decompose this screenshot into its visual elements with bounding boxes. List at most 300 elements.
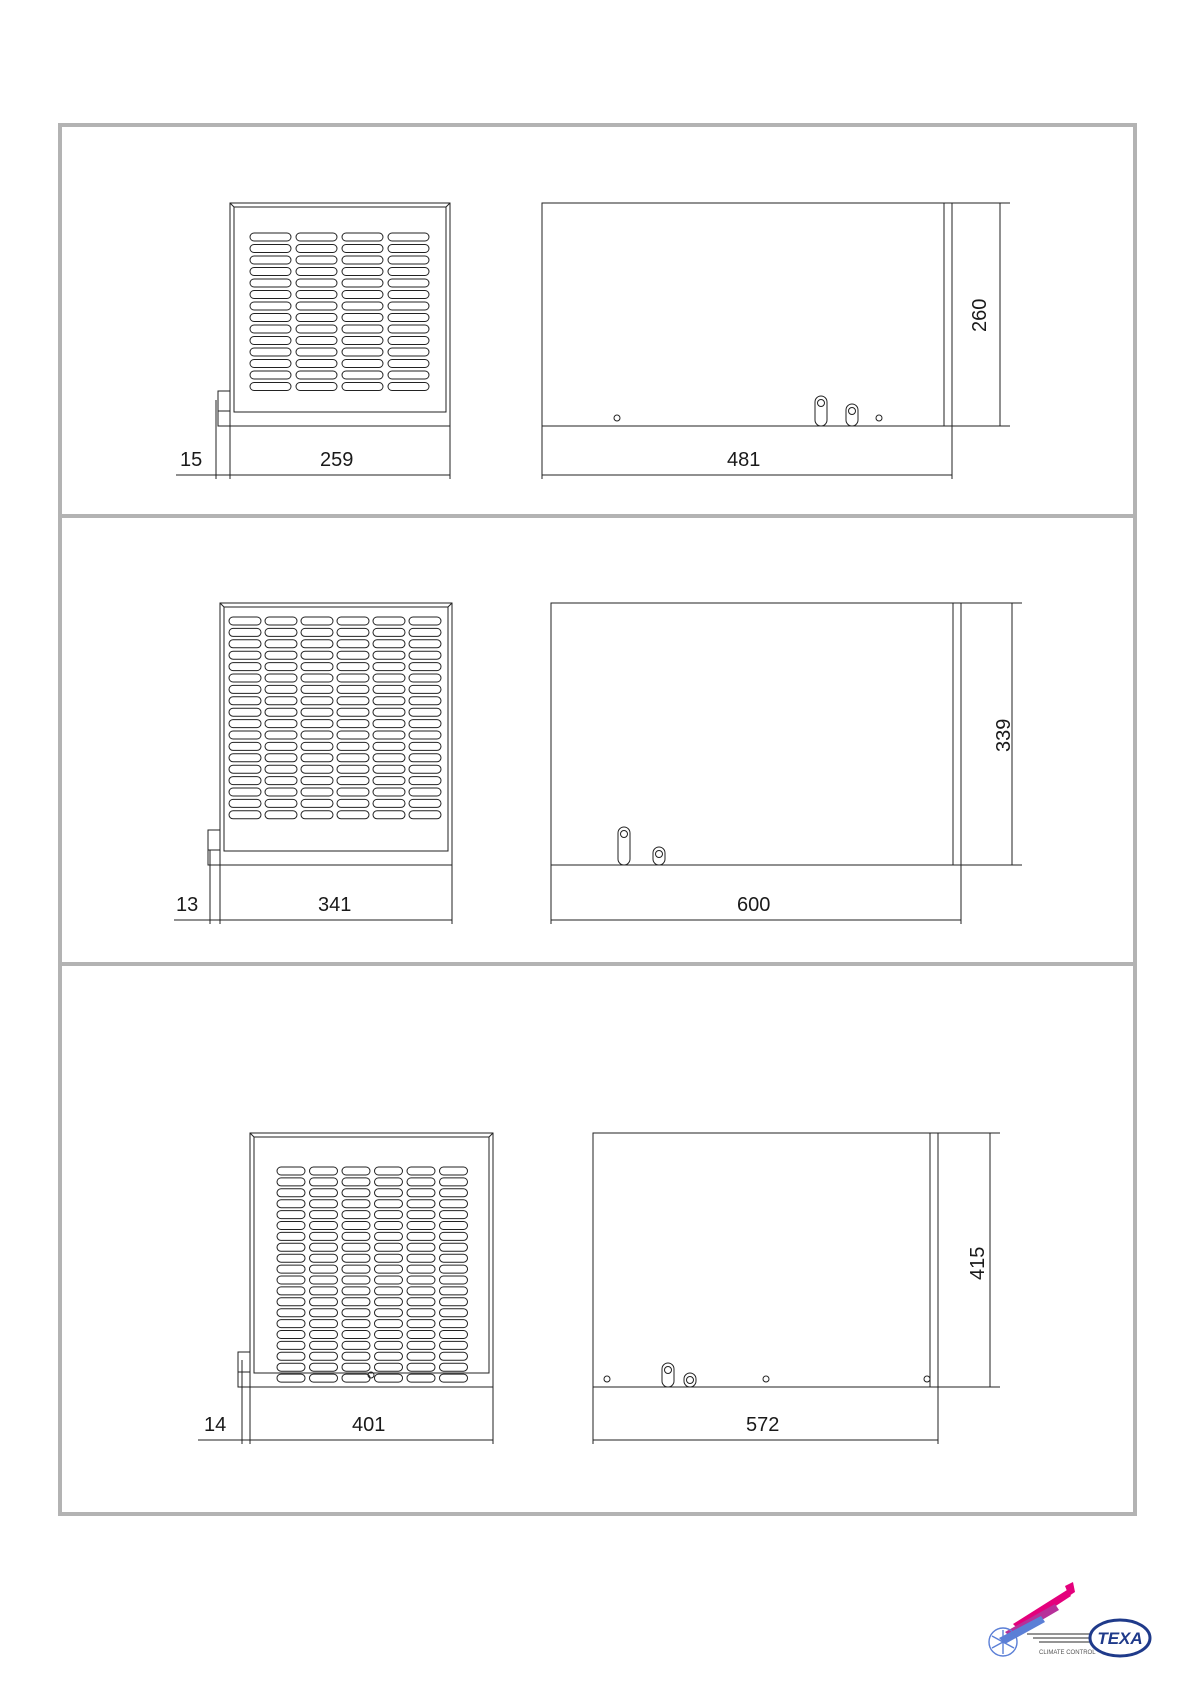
unit-3-grille-slot: [375, 1320, 403, 1328]
unit-2-grille-slot: [301, 731, 333, 739]
unit-2-grille-slot: [373, 742, 405, 750]
unit-3-grille-slot: [277, 1232, 305, 1240]
unit-3-grille-slot: [407, 1374, 435, 1382]
unit-3-grille-slot: [342, 1287, 370, 1295]
unit-3-grille-slot: [277, 1374, 305, 1382]
unit-1-grille-slot: [250, 314, 291, 322]
unit-2-grille-slot: [229, 742, 261, 750]
unit-2-grille-slot: [301, 799, 333, 807]
unit-2-grille-slot: [373, 663, 405, 671]
unit-2-grille-slot: [229, 754, 261, 762]
unit-2-grille-slot: [265, 651, 297, 659]
unit-3-grille-slot: [407, 1254, 435, 1262]
unit-2-grille-slot: [409, 765, 441, 773]
unit-3-grille-slot: [310, 1200, 338, 1208]
unit-3-grille-slot: [342, 1320, 370, 1328]
unit-3-grille-slot: [342, 1374, 370, 1382]
unit-3-grille-slot: [375, 1211, 403, 1219]
unit-3-side-hole: [924, 1376, 930, 1382]
unit-1-grille-slot: [296, 233, 337, 241]
unit-3-grille-slot: [407, 1352, 435, 1360]
unit-2-side-view: [551, 603, 961, 865]
unit-3-grille-slot: [277, 1200, 305, 1208]
unit-2-grille-slot: [373, 685, 405, 693]
unit-1-grille-slot: [296, 256, 337, 264]
unit-2-grille-slot: [301, 777, 333, 785]
unit-2-grille-slot: [301, 708, 333, 716]
unit-3-grille-slot: [440, 1320, 468, 1328]
unit-2-grille-slot: [409, 720, 441, 728]
unit-1-grille-slot: [250, 233, 291, 241]
unit-3-grille-slot: [375, 1352, 403, 1360]
unit-2-grille-slot: [229, 685, 261, 693]
unit-1-side-hole: [614, 415, 620, 421]
unit-1-grille-slot: [388, 371, 429, 379]
unit-1-grille-slot: [296, 245, 337, 253]
unit-3-front-bevel: [489, 1133, 493, 1137]
unit-2-grille-slot: [373, 651, 405, 659]
unit-3-grille-slot: [440, 1254, 468, 1262]
unit-2-grille-slot: [409, 708, 441, 716]
unit-2-grille-slot: [373, 628, 405, 636]
unit-2-grille-slot: [265, 754, 297, 762]
unit-2-grille-slot: [265, 788, 297, 796]
unit-1-grille-slot: [250, 268, 291, 276]
unit-2-grille-slot: [337, 685, 369, 693]
unit-1-grille-slot: [296, 314, 337, 322]
unit-2-grille-slot: [229, 788, 261, 796]
unit-2-grille-slot: [337, 720, 369, 728]
unit-1-grille-slot: [296, 348, 337, 356]
unit-2-grille-slot: [265, 765, 297, 773]
unit-2-grille-slot: [301, 765, 333, 773]
unit-3-grille-slot: [342, 1167, 370, 1175]
unit-1-grille-slot: [342, 302, 383, 310]
unit-3-grille-slot: [440, 1178, 468, 1186]
unit-3-grille-slot: [375, 1222, 403, 1230]
unit-3-grille-slot: [310, 1189, 338, 1197]
unit-2-grille-slot: [229, 697, 261, 705]
unit-1-grille-slot: [388, 233, 429, 241]
unit-3-offset-dimension: 14: [204, 1414, 227, 1436]
unit-3-grille-slot: [277, 1276, 305, 1284]
unit-3-grille-slot: [375, 1200, 403, 1208]
unit-1-grille-slot: [250, 371, 291, 379]
unit-3-grille-slot: [407, 1320, 435, 1328]
unit-2-grille-slot: [301, 788, 333, 796]
unit-2-grille-slot: [337, 674, 369, 682]
unit-3-grille-slot: [440, 1200, 468, 1208]
unit-1-grille-slot: [388, 360, 429, 368]
unit-2-front-width-dimension: 341: [318, 894, 352, 916]
unit-3-grille-slot: [310, 1265, 338, 1273]
unit-2-grille-slot: [229, 651, 261, 659]
unit-1-grille-slot: [296, 302, 337, 310]
unit-3-grille-slot: [277, 1287, 305, 1295]
unit-3-grille-slot: [440, 1341, 468, 1349]
unit-2-grille-slot: [409, 663, 441, 671]
unit-3-grille-slot: [310, 1178, 338, 1186]
unit-1-grille-slot: [388, 302, 429, 310]
unit-1-side-connector: [218, 411, 230, 426]
unit-2-grille-slot: [373, 765, 405, 773]
unit-2-grille-slot: [409, 742, 441, 750]
unit-2-height-dimension: 339: [993, 718, 1015, 752]
logo-brand: TEXA: [1097, 1629, 1143, 1648]
unit-3-grille-slot: [375, 1167, 403, 1175]
snowflake-icon: [989, 1628, 1017, 1656]
unit-2-grille-slot: [373, 777, 405, 785]
unit-3-grille-slot: [277, 1178, 305, 1186]
unit-2-grille-slot: [265, 663, 297, 671]
unit-2-grille-slot: [229, 708, 261, 716]
unit-3-grille-slot: [440, 1211, 468, 1219]
unit-2-grille-slot: [301, 617, 333, 625]
unit-3-grille-slot: [440, 1167, 468, 1175]
unit-3-grille-slot: [342, 1265, 370, 1273]
unit-1-grille-slot: [342, 371, 383, 379]
unit-3-grille-slot: [342, 1178, 370, 1186]
unit-1-side-hole: [876, 415, 882, 421]
unit-2-front-view: [220, 603, 452, 865]
unit-1-front-width-dimension: 259: [320, 449, 354, 471]
unit-3-grille-slot: [277, 1254, 305, 1262]
unit-2-grille-slot: [301, 685, 333, 693]
unit-2-grille-slot: [373, 640, 405, 648]
unit-1-grille-slot: [342, 279, 383, 287]
unit-2-grille-slot: [265, 640, 297, 648]
unit-2-pipe-fitting-hole: [656, 851, 663, 858]
unit-1-grille-slot: [296, 291, 337, 299]
unit-2-grille-slot: [301, 628, 333, 636]
unit-1-grille-slot: [250, 337, 291, 345]
unit-2-grille-slot: [337, 799, 369, 807]
unit-1-grille-slot: [388, 314, 429, 322]
unit-3-grille-slot: [310, 1331, 338, 1339]
unit-3-grille-slot: [277, 1352, 305, 1360]
unit-2-grille-slot: [229, 799, 261, 807]
unit-3-grille-slot: [407, 1232, 435, 1240]
unit-2-grille-slot: [265, 811, 297, 819]
unit-3-front-inner-panel: [254, 1137, 489, 1373]
unit-1-grille-slot: [342, 291, 383, 299]
unit-3-grille-slot: [375, 1298, 403, 1306]
unit-3-pipe-fitting: [684, 1373, 696, 1387]
unit-1-grille-slot: [388, 291, 429, 299]
unit-3-grille-slot: [342, 1331, 370, 1339]
unit-3-grille-slot: [277, 1341, 305, 1349]
unit-1-grille-slot: [296, 371, 337, 379]
unit-3-grille-slot: [277, 1309, 305, 1317]
unit-3-grille-slot: [407, 1298, 435, 1306]
unit-1-grille-slot: [342, 325, 383, 333]
unit-3-grille-slot: [440, 1243, 468, 1251]
unit-1-side-connector: [218, 391, 230, 411]
unit-3-grille-slot: [310, 1276, 338, 1284]
unit-2-grille-slot: [229, 731, 261, 739]
unit-2-grille-slot: [265, 617, 297, 625]
logo-stripes: [999, 1582, 1075, 1644]
unit-3-grille-slot: [407, 1189, 435, 1197]
unit-1-grille-slot: [250, 360, 291, 368]
unit-3-grille-slot: [310, 1309, 338, 1317]
unit-2-grille-slot: [301, 720, 333, 728]
unit-2-grille-slot: [265, 628, 297, 636]
unit-2-grille-slot: [409, 731, 441, 739]
unit-1-grille-slot: [388, 279, 429, 287]
unit-3-side-connector: [238, 1352, 250, 1372]
unit-2-grille-slot: [373, 811, 405, 819]
unit-2-grille-slot: [409, 640, 441, 648]
unit-2-grille-slot: [409, 697, 441, 705]
unit-3-grille-slot: [407, 1363, 435, 1371]
unit-2-grille-slot: [337, 628, 369, 636]
unit-3-grille-slot: [440, 1298, 468, 1306]
unit-3-grille-slot: [407, 1222, 435, 1230]
unit-2-grille-slot: [337, 617, 369, 625]
unit-2-grille-slot: [337, 697, 369, 705]
unit-3-height-dimension: 415: [967, 1246, 989, 1280]
unit-3-grille-slot: [375, 1276, 403, 1284]
unit-1-grille-slot: [388, 268, 429, 276]
unit-1-grille-slot: [250, 279, 291, 287]
unit-2-grille-slot: [301, 754, 333, 762]
unit-3-grille-slot: [310, 1341, 338, 1349]
unit-3-grille-slot: [440, 1265, 468, 1273]
unit-2-grille-slot: [337, 663, 369, 671]
unit-2-grille-slot: [337, 731, 369, 739]
unit-2-grille-slot: [229, 765, 261, 773]
unit-1-side-length-dimension: 481: [727, 449, 761, 471]
unit-3-grille-slot: [342, 1298, 370, 1306]
unit-3-grille-slot: [440, 1363, 468, 1371]
unit-1-grille-slot: [250, 245, 291, 253]
unit-1-grille-slot: [296, 279, 337, 287]
unit-3-grille-slot: [277, 1298, 305, 1306]
unit-3-grille-slot: [342, 1352, 370, 1360]
unit-2-grille-slot: [229, 674, 261, 682]
unit-2-grille-slot: [337, 640, 369, 648]
unit-1-grille-slot: [388, 337, 429, 345]
unit-3-grille-slot: [440, 1309, 468, 1317]
unit-1-height-dimension: 260: [969, 298, 991, 332]
unit-3-grille-slot: [407, 1331, 435, 1339]
unit-3-grille-slot: [277, 1167, 305, 1175]
unit-3-grille-slot: [277, 1222, 305, 1230]
unit-3-grille-slot: [440, 1189, 468, 1197]
unit-3-grille-slot: [407, 1309, 435, 1317]
unit-1-front-bevel: [446, 203, 450, 207]
unit-3-grille-slot: [310, 1298, 338, 1306]
unit-3-grille-slot: [407, 1200, 435, 1208]
unit-3-grille-slot: [407, 1178, 435, 1186]
unit-1-front-view: [230, 203, 450, 426]
unit-2-grille-slot: [265, 674, 297, 682]
unit-2-grille-slot: [337, 754, 369, 762]
unit-3-grille-slot: [277, 1211, 305, 1219]
unit-3-grille-slot: [375, 1374, 403, 1382]
unit-2-grille-slot: [409, 628, 441, 636]
unit-1-pipe-fitting-hole: [818, 400, 825, 407]
unit-2-grille-slot: [301, 811, 333, 819]
unit-3-grille-slot: [440, 1287, 468, 1295]
unit-1-grille-slot: [388, 348, 429, 356]
unit-3-grille-slot: [407, 1265, 435, 1273]
unit-3-grille-slot: [342, 1222, 370, 1230]
unit-3-grille-slot: [310, 1232, 338, 1240]
unit-3-grille-slot: [440, 1374, 468, 1382]
unit-1-grille-slot: [342, 348, 383, 356]
unit-3-grille-slot: [375, 1287, 403, 1295]
unit-1-grille-slot: [296, 268, 337, 276]
unit-1-grille-slot: [250, 256, 291, 264]
unit-2-front-bevel: [220, 603, 224, 607]
unit-2-grille-slot: [301, 742, 333, 750]
unit-3-grille-slot: [310, 1320, 338, 1328]
unit-2-grille-slot: [409, 754, 441, 762]
unit-1-grille-slot: [250, 302, 291, 310]
unit-1-grille-slot: [342, 337, 383, 345]
unit-2-grille-slot: [409, 651, 441, 659]
unit-1-grille-slot: [388, 245, 429, 253]
unit-3-grille-slot: [375, 1363, 403, 1371]
unit-3-grille-slot: [277, 1363, 305, 1371]
unit-3-grille-slot: [310, 1167, 338, 1175]
unit-1-grille-slot: [388, 383, 429, 391]
unit-2-grille-slot: [373, 799, 405, 807]
unit-3-grille-slot: [342, 1341, 370, 1349]
unit-2-grille-slot: [229, 617, 261, 625]
unit-3-grille-slot: [342, 1232, 370, 1240]
unit-3-grille-slot: [375, 1309, 403, 1317]
unit-3-grille-slot: [407, 1341, 435, 1349]
unit-2-grille-slot: [409, 799, 441, 807]
unit-3-grille-slot: [407, 1276, 435, 1284]
texa-logo: [985, 1582, 1155, 1662]
unit-2-grille-slot: [301, 651, 333, 659]
unit-2-pipe-fitting: [618, 827, 630, 865]
unit-2-grille-slot: [409, 777, 441, 785]
unit-1-grille-slot: [250, 383, 291, 391]
unit-2-grille-slot: [265, 799, 297, 807]
unit-3-grille-slot: [277, 1265, 305, 1273]
unit-3-front-bevel: [250, 1133, 254, 1137]
unit-3-side-connector: [238, 1372, 250, 1387]
unit-3-grille-slot: [310, 1352, 338, 1360]
unit-2-grille-slot: [229, 663, 261, 671]
unit-3-front-width-dimension: 401: [352, 1414, 386, 1436]
unit-2-grille-slot: [265, 731, 297, 739]
unit-2-grille-slot: [301, 663, 333, 671]
unit-2-grille-slot: [301, 674, 333, 682]
unit-3-grille-slot: [310, 1211, 338, 1219]
unit-3-grille-slot: [342, 1363, 370, 1371]
unit-3-grille-slot: [342, 1200, 370, 1208]
unit-2-front-bevel: [448, 603, 452, 607]
unit-1-grille-slot: [342, 233, 383, 241]
unit-2-side-length-dimension: 600: [737, 894, 771, 916]
unit-3-grille-slot: [407, 1167, 435, 1175]
unit-2-grille-slot: [373, 720, 405, 728]
unit-3-grille-slot: [310, 1243, 338, 1251]
unit-2-grille-slot: [229, 811, 261, 819]
unit-3-grille-slot: [342, 1211, 370, 1219]
unit-3-grille-slot: [407, 1287, 435, 1295]
unit-2-grille-slot: [229, 720, 261, 728]
unit-3-grille-slot: [440, 1331, 468, 1339]
unit-3-side-hole: [763, 1376, 769, 1382]
unit-1-front-bevel: [230, 203, 234, 207]
unit-3-grille-slot: [277, 1320, 305, 1328]
unit-2-grille-slot: [409, 685, 441, 693]
unit-2-grille-slot: [265, 777, 297, 785]
unit-1-grille-slot: [388, 256, 429, 264]
unit-3-grille-slot: [375, 1243, 403, 1251]
unit-3-grille-slot: [342, 1189, 370, 1197]
unit-2-grille-slot: [229, 777, 261, 785]
logo-tagline: CLIMATE CONTROL: [1039, 1650, 1096, 1656]
unit-3-grille-slot: [375, 1254, 403, 1262]
unit-2-pipe-fitting-hole: [621, 831, 628, 838]
unit-1-grille-slot: [342, 268, 383, 276]
unit-3-grille-slot: [375, 1189, 403, 1197]
unit-3-pipe-fitting-hole: [687, 1377, 694, 1384]
unit-3-grille-slot: [277, 1189, 305, 1197]
unit-3-side-hole: [604, 1376, 610, 1382]
unit-1-grille-slot: [342, 360, 383, 368]
unit-1-grille-slot: [388, 325, 429, 333]
unit-3-grille-slot: [342, 1254, 370, 1262]
unit-3-grille-slot: [310, 1374, 338, 1382]
unit-2-offset-dimension: 13: [176, 894, 199, 916]
unit-1-pipe-fitting-hole: [849, 408, 856, 415]
unit-2-grille-slot: [373, 731, 405, 739]
unit-1-offset-dimension: 15: [180, 449, 203, 471]
unit-2-grille-slot: [265, 697, 297, 705]
unit-2-grille-slot: [337, 788, 369, 796]
unit-2-grille-slot: [373, 674, 405, 682]
unit-1-grille-slot: [342, 383, 383, 391]
unit-3-grille-slot: [277, 1243, 305, 1251]
unit-3-grille-slot: [407, 1211, 435, 1219]
unit-3-grille-slot: [375, 1232, 403, 1240]
unit-3-side-length-dimension: 572: [746, 1414, 780, 1436]
unit-3-grille-slot: [407, 1243, 435, 1251]
unit-3-grille-slot: [375, 1331, 403, 1339]
unit-1-grille-slot: [250, 348, 291, 356]
unit-3-grille-slot: [342, 1309, 370, 1317]
unit-2-grille-slot: [409, 811, 441, 819]
unit-3-grille-slot: [342, 1243, 370, 1251]
unit-2-grille-slot: [373, 754, 405, 762]
unit-2-grille-slot: [301, 640, 333, 648]
unit-2-grille-slot: [337, 765, 369, 773]
unit-1-grille-slot: [250, 291, 291, 299]
unit-2-grille-slot: [409, 617, 441, 625]
unit-3-grille-slot: [310, 1287, 338, 1295]
unit-2-grille-slot: [229, 640, 261, 648]
unit-3-grille-slot: [310, 1254, 338, 1262]
unit-1-grille-slot: [342, 245, 383, 253]
unit-2-grille-slot: [337, 651, 369, 659]
unit-2-grille-slot: [265, 720, 297, 728]
unit-3-grille-slot: [440, 1276, 468, 1284]
unit-2-grille-slot: [265, 685, 297, 693]
unit-1-grille-slot: [296, 360, 337, 368]
unit-1-grille-slot: [342, 256, 383, 264]
unit-3-grille-slot: [375, 1178, 403, 1186]
unit-2-grille-slot: [409, 788, 441, 796]
